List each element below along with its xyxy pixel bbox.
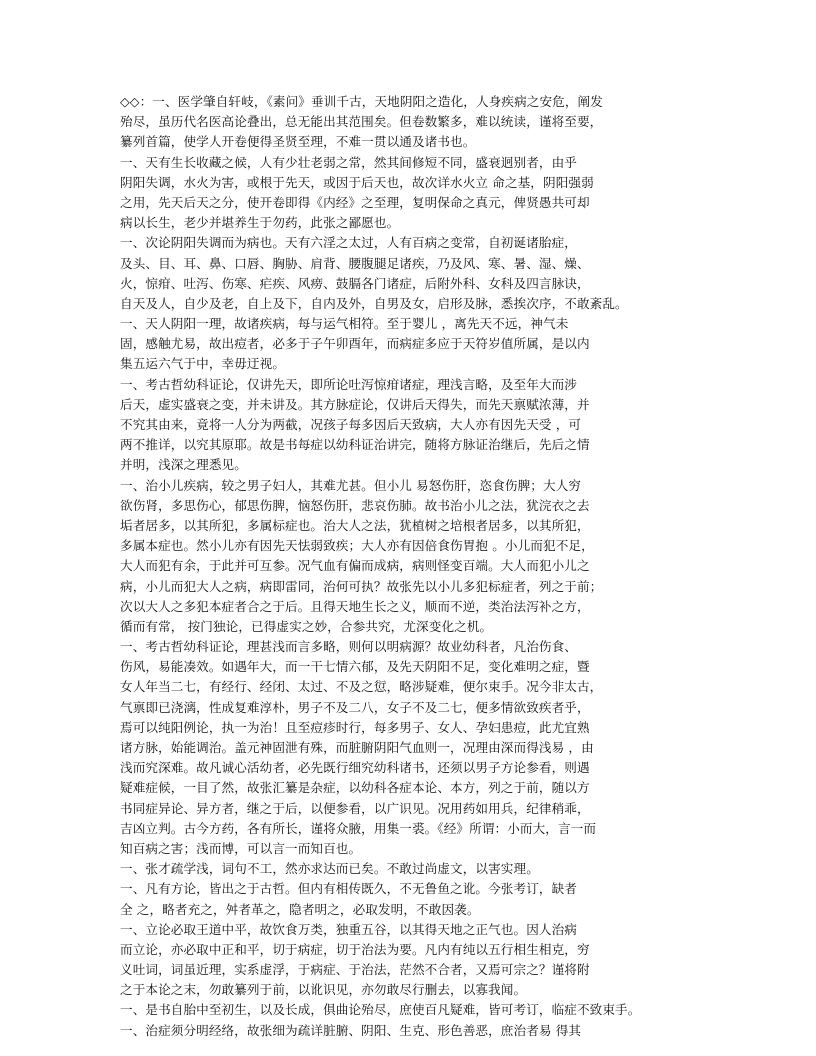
text-line: 全 之，略者充之，舛者革之，隐者明之，必取发明，不敢因袭。 — [120, 901, 480, 917]
text-line: 垢者居多，以其所犯，多属标症也。治大人之法，犹植树之培根者居多，以其所犯， — [120, 517, 590, 533]
text-line: 一、是书自胎中至初生，以及长成，俱曲论殆尽，庶使百凡疑难，皆可考订，临症不致束手。 — [120, 1002, 641, 1018]
text-line: 后天，虚实盛衰之变，并未讲及。其方脉症论，仅讲后天得失，而先天禀赋浓薄，并 — [120, 396, 590, 412]
document-body — [120, 92, 700, 1041]
text-line: 及头、目、耳、鼻、口唇、胸胁、肩背、腰腹腿足诸疾，乃及风、寒、暑、湿、燥、 — [120, 255, 590, 271]
text-line: ◇◇：一、医学肇自轩岐，《素问》垂训千古，天地阴阳之造化，人身疾病之安危，阐发 — [120, 94, 603, 109]
text-line: 之于本论之末，勿敢纂列于前，以讹识见，亦勿敢尽行删去，以寡我闻。 — [120, 982, 527, 998]
text-line: 集五运六气于中，幸毋迂视。 — [120, 356, 286, 372]
text-line: 不究其由来，竟将一人分为两截，况孩子每多因后天致病，大人亦有因先天受 ，可 — [120, 417, 582, 432]
text-line: 一、治小儿疾病，较之男子妇人，其难尤甚。但小儿 易怒伤肝，恣食伤脾；大人穷 — [120, 477, 582, 493]
text-line: 疑难症候，一目了然，故张汇纂是杂症，以幼科各症本论、本方，列之于前，随以方 — [120, 780, 590, 796]
text-line: 阴阳失调，水火为害，或根于先天，或因于后天也，故次详水火立 命之基，阴阳强弱 — [120, 174, 594, 190]
text-line: 两不推详，以究其原耶。故是书每症以幼科证治讲完，随将方脉证治继后，先后之情 — [120, 437, 590, 453]
text-line: 病以长生，老少并堪养生于勿药，此张之鄙愿也。 — [120, 215, 400, 231]
text-line: 浅而究深难。故凡诚心活幼者，必先既行细究幼科诸书，还须以男子方论参看，则遇 — [120, 760, 590, 776]
text-line: 一、立论必取王道中平，故饮食万类，独重五谷，以其得天地之正气也。因人治病 — [120, 921, 577, 937]
text-line: 诸方脉，始能调治。盖元神固泄有殊，而脏腑阴阳气血则一，况理由深而得浅易 ，由 — [120, 740, 594, 755]
text-line: 焉可以纯阳例论，执一为治！且至痘疹时行，每多男子、女人、孕妇患痘，此尤宜熟 — [120, 719, 590, 735]
text-line: 一、凡有方论，皆出之于古哲。但内有相传既久，不无鲁鱼之讹。今张考订，缺者 — [120, 881, 577, 897]
text-line: 一、考古哲幼科证论，仅讲先天，即所论吐泻惊疳诸症，理浅言略，及至年大而涉 — [120, 376, 577, 392]
text-line: 伤风，易能凑效。如遇年大，而一干七情六郁，及先天阴阳不足，变化难明之症，暨 — [120, 659, 590, 675]
text-line: 一、次论阴阳失调而为病也。天有六淫之太过，人有百病之变常，自初诞诸胎症， — [120, 235, 577, 251]
text-line: 而立论，亦必取中正和平，切于病症，切于治法为要。凡内有纯以五行相生相克，穷 — [120, 941, 590, 957]
text-line: 气禀即已浇漓，性成复难淳朴，男子不及二八，女子不及二七，便多情欲致疾者乎， — [120, 699, 590, 715]
text-line: 欲伤肾，多思伤心，郁思伤脾，恼怒伤肝，悲哀伤肺。故书治小儿之法，犹浣衣之去 — [120, 497, 590, 513]
text-line: 自天及人，自少及老，自上及下，自内及外，自男及女，启形及脉，悉挨次序，不敢紊乱。 — [120, 295, 628, 311]
text-line: 一、张才疏学浅，词句不工，然亦求达而已矣。不敢过尚虚文，以害实理。 — [120, 861, 539, 877]
text-line: 一、治症须分明经络，故张细为疏详脏腑、阴阳、生克、形色善恶，庶治者易 得其 — [120, 1022, 582, 1038]
text-line: 火，惊疳、吐泻、伤寒、疟疾、风痨、鼓膈各门诸症，后附外科、女科及四言脉诀， — [120, 275, 590, 291]
text-line: 固，感触尤易，故出痘者，必多于子午卯酉年，而病症多应于天符岁值所属，是以内 — [120, 336, 590, 352]
text-line: 女人年当二七，有经行、经闭、太过、不及之愆，略涉疑难，便尔束手。况今非太古， — [120, 679, 603, 695]
text-line: 义吐词，词虽近理，实系虚浮，于病症、于治法，茫然不合者，又焉可宗之？谨将附 — [120, 962, 590, 978]
text-line: 一、天有生长收藏之候，人有少壮老弱之常，然其间修短不同，盛衰迥别者，由乎 — [120, 154, 577, 170]
text-line: 吉凶立判。古今方药，各有所长，谨将众腋，用集一裘。《经》所谓：小而大，言一而 — [120, 820, 597, 836]
text-line: 知百病之害；浅而博，可以言一而知百也。 — [120, 840, 362, 856]
text-line: 之用，先天后天之分，使开卷即得《内经》之至理，复明保命之真元，俾贤愚共可却 — [120, 194, 590, 210]
text-line: 殆尽，虽历代名医高论叠出，总无能出其范围矣。但卷数繁多，难以统读，谨将至要， — [120, 114, 603, 130]
text-line: 一、天人阴阳一理，故诸疾病，每与运气相符。至于婴儿 ，离先天不远，神气未 — [120, 316, 569, 332]
text-line: 一、考古哲幼科证论，理甚浅而言多略，则何以明病源？故业幼科者，凡治伤食、 — [120, 639, 577, 655]
text-line: 病，小儿而犯大人之病，病即雷同，治何可执？故张先以小儿多犯标症者，列之于前； — [120, 578, 603, 594]
text-line: 多属本症也。然小儿亦有因先天怯弱致疾；大人亦有因倍食伤胃抱 。小儿而犯不足， — [120, 538, 594, 554]
text-line: 大人而犯有余，于此并可互参。况气血有偏而成病，病则怪变百端。大人而犯小儿之 — [120, 558, 590, 574]
text-line: 书同症异论、异方者，继之于后，以便参看，以广识见。况用药如用兵，纪律稍乖， — [120, 800, 590, 816]
text-line: 并明，浅深之理悉见。 — [120, 457, 247, 473]
text-line: 循而有常， 按门独论，已得虚实之妙，合参共究，尤深变化之机。 — [120, 618, 493, 634]
text-line: 纂列首篇，使学人开卷便得圣贤至理，不难一贯以通及诸书也。 — [120, 134, 476, 150]
text-line: 次以大人之多犯本症者合之于后。且得天地生长之义，顺而不逆，类治法泻补之方， — [120, 598, 590, 614]
